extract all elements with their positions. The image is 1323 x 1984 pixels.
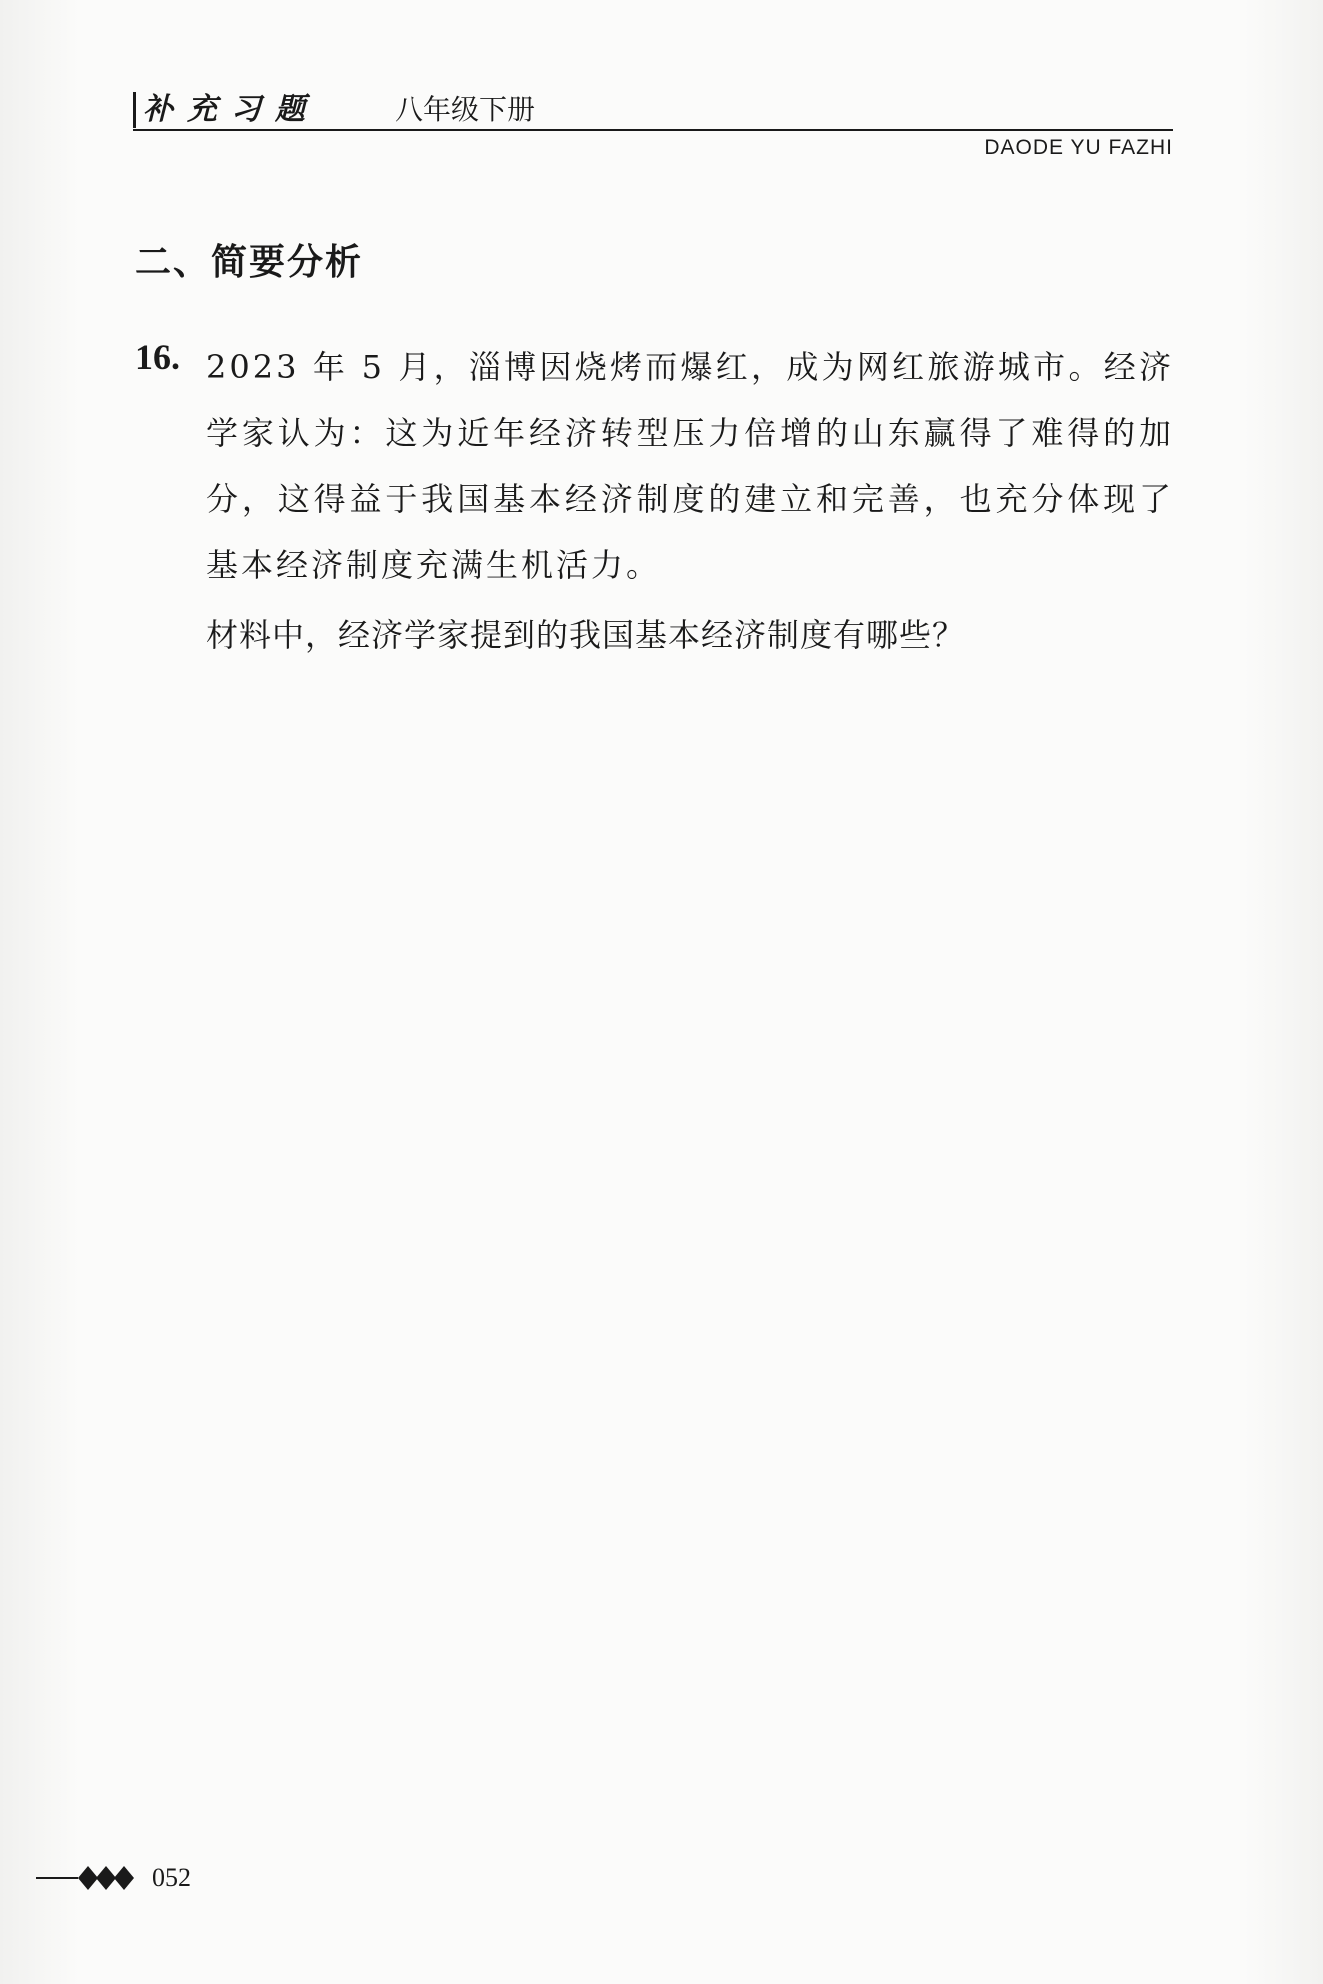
question-prompt: 材料中，经济学家提到的我国基本经济制度有哪些？ bbox=[206, 616, 966, 654]
subject-label: DAODE YU FAZHI bbox=[984, 136, 1173, 159]
series-title: 补充习题 bbox=[143, 92, 319, 127]
page-number: 052 bbox=[152, 1863, 191, 1892]
question-number: 16. bbox=[135, 337, 180, 377]
footer-line bbox=[36, 1877, 78, 1879]
page-footer bbox=[36, 1858, 236, 1898]
header-left-bar bbox=[133, 92, 136, 128]
header-rule bbox=[133, 129, 1173, 131]
page-header bbox=[133, 92, 1173, 132]
grade-label: 八年级下册 bbox=[395, 93, 536, 126]
question-material: 2023 年 5 月，淄博因烧烤而爆红，成为网红旅游城市。经济学家认为：这为近年经济转型压力倍增的山东赢得了难得的加分，这得益于我国基本经济制度的建立和完善，也充分体现了基本经济制度充满生机活力。 bbox=[206, 348, 1174, 584]
section-heading: 二、简要分析 bbox=[135, 242, 364, 283]
